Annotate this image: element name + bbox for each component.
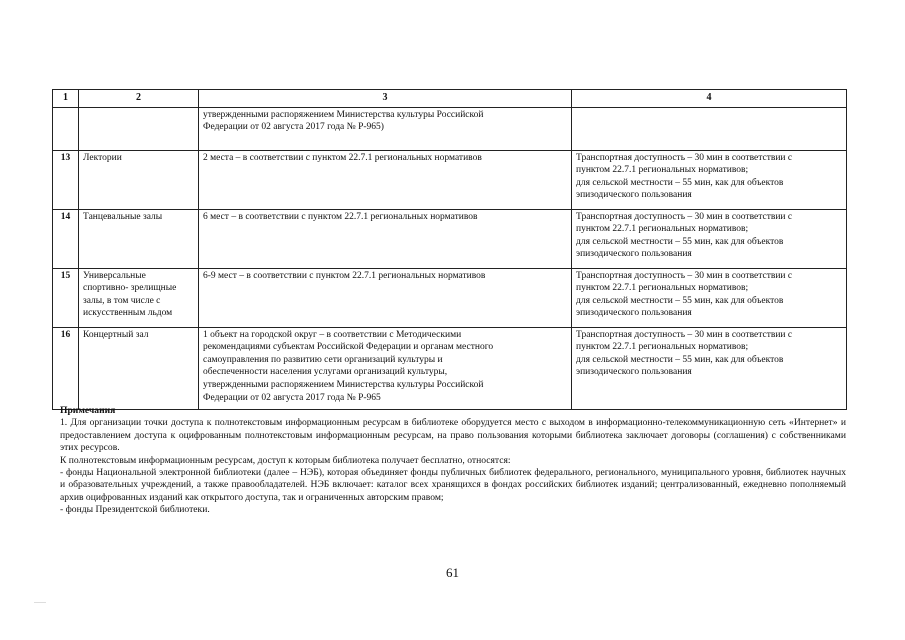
row-number: 16 xyxy=(53,327,79,409)
norms-table xyxy=(52,89,847,410)
facility-name: искусственным льдом xyxy=(83,308,173,319)
header-col-2: 2 xyxy=(79,90,199,108)
access-text: для сельской местности – 55 мин, как для объектов xyxy=(576,295,784,306)
neb-note: - фонды Национальной электронной библиотеки (далее – НЭБ), которая объединяет фонды публичных библиотек федерального, регионального, муниципального уровня, библиотек научных и образовательных учреждений, а также правообладателей. НЭБ включает: каталог всех хранящихся в фондах российских библиотек изданий; централизованный, ежедневно пополняемый архив оцифрованных изданий как открытого доступа, так и ограниченных авторским правом; xyxy=(60,467,846,503)
continuation-num-cell xyxy=(53,107,79,150)
continuation-norm-cell xyxy=(199,107,572,150)
notes-title: Примечания xyxy=(60,405,116,416)
facility-name-cell xyxy=(79,209,199,268)
norm-text: 6-9 мест – в соответствии с пунктом 22.7.1 региональных нормативов xyxy=(203,270,486,281)
table-row-14 xyxy=(53,209,847,268)
norm-cell xyxy=(199,327,572,409)
access-text: Транспортная доступность – 30 мин в соответствии с xyxy=(576,329,793,340)
access-text: эпизодического пользования xyxy=(576,249,692,260)
row-number: 13 xyxy=(53,150,79,209)
continuation-line: утвержденными распоряжением Министерства культуры Российской xyxy=(203,109,484,120)
header-col-3: 3 xyxy=(199,90,572,108)
header-col-1: 1 xyxy=(53,90,79,108)
facility-name: Концертный зал xyxy=(83,329,149,340)
row-number: 15 xyxy=(53,268,79,327)
notes-section xyxy=(60,405,846,517)
norm-text: 6 мест – в соответствии с пунктом 22.7.1 региональных нормативов xyxy=(203,211,478,222)
norm-text: самоуправления по развитию сети организаций культуры и xyxy=(203,354,443,365)
table-row-13 xyxy=(53,150,847,209)
norm-cell xyxy=(199,209,572,268)
norm-text: 1 объект на городской округ – в соответствии с Методическими xyxy=(203,329,462,340)
continuation-name-cell xyxy=(79,107,199,150)
facility-name: Лектории xyxy=(83,152,122,163)
norm-text: 2 места – в соответствии с пунктом 22.7.1 региональных нормативов xyxy=(203,152,482,163)
presidential-library-note: - фонды Президентской библиотеки. xyxy=(60,504,210,516)
norms-table-container xyxy=(52,89,846,410)
access-text: Транспортная доступность – 30 мин в соответствии с xyxy=(576,152,793,163)
access-text: Транспортная доступность – 30 мин в соответствии с xyxy=(576,270,793,281)
facility-name: Универсальные xyxy=(83,270,146,281)
table-row-15 xyxy=(53,268,847,327)
access-text: пунктом 22.7.1 региональных нормативов; xyxy=(576,165,749,176)
access-text: эпизодического пользования xyxy=(576,308,692,319)
norm-cell xyxy=(199,268,572,327)
facility-name: спортивно- зрелищные xyxy=(83,283,177,294)
note-item-1: 1. Для организации точки доступа к полнотекстовым информационным ресурсам в библиотеке оборудуется место с выходом в информационно-телекоммуникационную сеть «Интернет» и предоставлением доступа к оцифрованным полнотекстовым информационным ресурсам, на право пользования которыми библиотека заключает договоры (соглашения) с собственниками этих ресурсов. xyxy=(60,417,846,454)
norm-text: рекомендациями субъектам Российской Федерации и органам местного xyxy=(203,342,494,353)
facility-name: Танцевальные залы xyxy=(83,211,163,222)
norm-text: Федерации от 02 августа 2017 года № Р-965 xyxy=(203,392,381,403)
access-text: для сельской местности – 55 мин, как для объектов xyxy=(576,236,784,247)
facility-name-cell xyxy=(79,327,199,409)
access-text: Транспортная доступность – 30 мин в соответствии с xyxy=(576,211,793,222)
access-text: пунктом 22.7.1 региональных нормативов; xyxy=(576,283,749,294)
access-cell xyxy=(572,268,847,327)
continuation-line: Федерации от 02 августа 2017 года № Р-965) xyxy=(203,122,384,133)
scan-edge-mark xyxy=(34,602,46,603)
access-text: для сельской местности – 55 мин, как для объектов xyxy=(576,354,784,365)
page-number: 61 xyxy=(446,565,459,580)
access-cell xyxy=(572,209,847,268)
facility-name: залы, в том числе с xyxy=(83,295,161,306)
free-access-intro: К полнотекстовым информационным ресурсам, доступ к которым библиотека получает бесплатно, относятся: xyxy=(60,454,511,466)
norm-text: утвержденными распоряжением Министерства культуры Российской xyxy=(203,379,484,390)
facility-name-cell xyxy=(79,268,199,327)
norm-text: обеспеченности населения услугами организаций культуры, xyxy=(203,367,448,378)
access-text: эпизодического пользования xyxy=(576,190,692,201)
access-text: для сельской местности – 55 мин, как для объектов xyxy=(576,177,784,188)
access-cell xyxy=(572,150,847,209)
table-row-16 xyxy=(53,327,847,409)
continuation-access-cell xyxy=(572,107,847,150)
continuation-row xyxy=(53,107,847,150)
access-text: эпизодического пользования xyxy=(576,367,692,378)
access-cell xyxy=(572,327,847,409)
table-header-row xyxy=(53,90,847,108)
access-text: пунктом 22.7.1 региональных нормативов; xyxy=(576,224,749,235)
access-text: пунктом 22.7.1 региональных нормативов; xyxy=(576,342,749,353)
norm-cell xyxy=(199,150,572,209)
facility-name-cell xyxy=(79,150,199,209)
row-number: 14 xyxy=(53,209,79,268)
header-col-4: 4 xyxy=(572,90,847,108)
